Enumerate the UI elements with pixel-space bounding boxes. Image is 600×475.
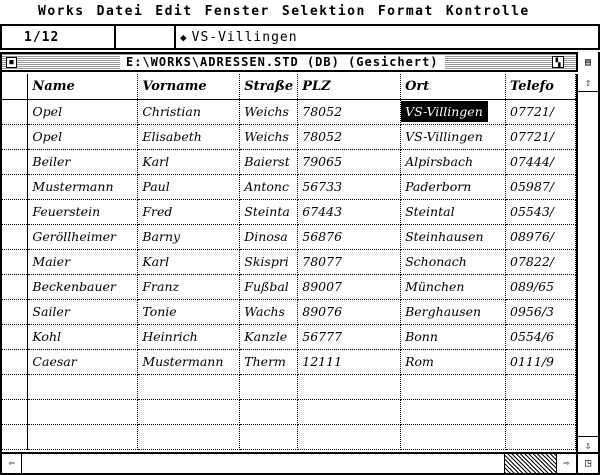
row-marker[interactable] xyxy=(2,274,28,299)
table-cell[interactable] xyxy=(298,199,401,224)
vertical-scroll-track[interactable] xyxy=(578,93,598,434)
table-cell[interactable] xyxy=(28,174,138,199)
table-cell[interactable] xyxy=(28,274,138,299)
menu-selektion[interactable]: Selektion xyxy=(281,3,366,19)
cell-text: Skispri xyxy=(244,254,289,269)
window-title-bar[interactable] xyxy=(2,54,598,72)
row-marker[interactable] xyxy=(2,424,28,449)
cell-text: Heinrich xyxy=(142,329,198,344)
table-row[interactable] xyxy=(2,299,576,324)
cell-text: 089/65 xyxy=(510,279,554,294)
close-box-icon[interactable]: ■ xyxy=(6,57,17,68)
cell-text: Elisabeth xyxy=(142,129,202,144)
cell-text: Opel xyxy=(32,129,63,144)
table-cell[interactable] xyxy=(240,424,298,449)
menu-datei[interactable]: Datei xyxy=(96,3,144,19)
menu-edit[interactable]: Edit xyxy=(155,3,193,19)
entry-marker-icon: ◆ xyxy=(180,30,188,44)
table-cell[interactable] xyxy=(28,224,138,249)
table-cell[interactable] xyxy=(298,174,401,199)
cell-text: 89007 xyxy=(302,279,343,294)
table-cell[interactable] xyxy=(298,224,401,249)
table-cell[interactable] xyxy=(506,424,576,449)
table-cell[interactable] xyxy=(298,374,401,399)
table-cell[interactable] xyxy=(28,249,138,274)
table-cell[interactable] xyxy=(401,99,506,124)
cell-text: 78052 xyxy=(302,129,343,144)
cell-text: Kohl xyxy=(32,329,61,344)
table-cell[interactable] xyxy=(28,124,138,149)
row-marker[interactable] xyxy=(2,99,28,124)
table-cell[interactable] xyxy=(506,149,576,174)
table-cell[interactable] xyxy=(298,124,401,149)
table-cell[interactable] xyxy=(401,124,506,149)
cell-text: 07444/ xyxy=(510,154,554,169)
row-marker[interactable] xyxy=(2,349,28,374)
horizontal-scrollbar[interactable] xyxy=(2,452,598,473)
cell-text: Geröllheimer xyxy=(32,229,116,244)
size-box-icon[interactable]: ◳ xyxy=(576,454,598,473)
table-cell[interactable] xyxy=(401,324,506,349)
cell-text: 12111 xyxy=(302,354,343,369)
column-header[interactable]: Ort xyxy=(401,74,506,99)
cell-text: Steinhausen xyxy=(405,229,484,244)
table-row[interactable] xyxy=(2,324,576,349)
cell-text: 07721/ xyxy=(510,129,554,144)
table-cell[interactable] xyxy=(138,249,240,274)
cell-text: 56777 xyxy=(302,329,343,344)
table-cell[interactable] xyxy=(401,349,506,374)
cell-reference: 1/12 xyxy=(2,26,116,48)
table-cell[interactable] xyxy=(401,249,506,274)
cell-text: Maier xyxy=(32,254,71,269)
cell-text: Wachs xyxy=(244,304,285,319)
table-cell[interactable] xyxy=(506,399,576,424)
cell-text: Rom xyxy=(405,354,434,369)
table-cell[interactable] xyxy=(28,149,138,174)
arrow-right-icon[interactable]: ⇨ xyxy=(556,454,576,473)
cell-text: Dinosa xyxy=(244,229,288,244)
records-table xyxy=(2,74,576,450)
table-cell[interactable] xyxy=(28,299,138,324)
row-marker[interactable] xyxy=(2,224,28,249)
cell-text: Paul xyxy=(142,179,170,194)
cell-text: VS-Villingen xyxy=(405,129,483,144)
table-cell[interactable] xyxy=(401,174,506,199)
split-window-icon[interactable]: ▤ xyxy=(576,52,598,72)
cell-text: 56876 xyxy=(302,229,343,244)
cell-text: Bonn xyxy=(405,329,438,344)
table-cell[interactable] xyxy=(28,199,138,224)
arrow-down-icon[interactable]: ⇩ xyxy=(578,436,598,454)
cell-text: 79065 xyxy=(302,154,343,169)
cell-text: 08976/ xyxy=(510,229,554,244)
table-cell[interactable] xyxy=(506,374,576,399)
header-row xyxy=(2,74,576,99)
horizontal-scroll-thumb[interactable] xyxy=(504,454,556,473)
table-cell[interactable] xyxy=(28,374,138,399)
cell-text: Steinta xyxy=(244,204,290,219)
table-cell[interactable] xyxy=(138,124,240,149)
table-cell[interactable] xyxy=(138,224,240,249)
data-grid xyxy=(2,74,576,454)
table-cell[interactable] xyxy=(240,274,298,299)
table-cell[interactable] xyxy=(138,174,240,199)
entry-spacer xyxy=(116,26,176,48)
table-cell[interactable] xyxy=(240,224,298,249)
cell-text: Fußbal xyxy=(244,279,289,294)
cell-text: 78052 xyxy=(302,104,343,119)
column-header[interactable]: Name xyxy=(28,74,138,99)
table-row[interactable] xyxy=(2,424,576,449)
column-header[interactable]: Telefo xyxy=(506,74,576,99)
table-row[interactable] xyxy=(2,349,576,374)
row-marker[interactable] xyxy=(2,249,28,274)
table-row[interactable] xyxy=(2,374,576,399)
database-window xyxy=(0,52,600,475)
table-cell[interactable] xyxy=(240,249,298,274)
cell-text: 07721/ xyxy=(510,104,554,119)
table-cell[interactable] xyxy=(506,199,576,224)
row-marker[interactable] xyxy=(2,399,28,424)
table-cell[interactable] xyxy=(240,174,298,199)
arrow-left-icon[interactable]: ⇦ xyxy=(2,454,22,473)
table-row[interactable] xyxy=(2,199,576,224)
cell-text: VS-Villingen xyxy=(402,103,486,120)
cell-text: Therm xyxy=(244,354,286,369)
cell-text: Mustermann xyxy=(32,179,114,194)
table-cell[interactable] xyxy=(298,149,401,174)
table-cell[interactable] xyxy=(298,249,401,274)
table-cell[interactable] xyxy=(401,399,506,424)
table-row[interactable] xyxy=(2,274,576,299)
cell-text: 67443 xyxy=(302,204,343,219)
table-row[interactable] xyxy=(2,224,576,249)
table-cell[interactable] xyxy=(240,324,298,349)
table-cell[interactable] xyxy=(138,374,240,399)
cell-text: Opel xyxy=(32,104,63,119)
table-cell[interactable] xyxy=(401,199,506,224)
table-cell[interactable] xyxy=(401,224,506,249)
table-row[interactable] xyxy=(2,249,576,274)
menu-works[interactable]: Works xyxy=(38,3,85,19)
table-cell[interactable] xyxy=(28,424,138,449)
table-cell[interactable] xyxy=(240,349,298,374)
cell-text: 0554/6 xyxy=(510,329,554,344)
column-header[interactable]: Straße xyxy=(240,74,298,99)
cell-text: 56733 xyxy=(302,179,343,194)
table-cell[interactable] xyxy=(298,99,401,124)
cell-text: Weichs xyxy=(244,104,289,119)
cell-text: Steintal xyxy=(405,204,455,219)
table-cell[interactable] xyxy=(28,99,138,124)
vertical-scrollbar[interactable] xyxy=(576,74,598,454)
cell-text: Baierst xyxy=(244,154,290,169)
table-cell[interactable] xyxy=(401,149,506,174)
cell-text: Beckenbauer xyxy=(32,279,116,294)
cell-text: Weichs xyxy=(244,129,289,144)
menu-format[interactable]: Format xyxy=(377,3,434,19)
table-cell[interactable] xyxy=(28,399,138,424)
cell-text: Karl xyxy=(142,254,170,269)
table-row[interactable] xyxy=(2,174,576,199)
horizontal-scroll-track[interactable] xyxy=(22,454,556,473)
table-cell[interactable] xyxy=(506,99,576,124)
cell-text: Christian xyxy=(142,104,201,119)
table-cell[interactable] xyxy=(138,299,240,324)
menu-kontrolle[interactable]: Kontrolle xyxy=(445,3,530,19)
table-cell[interactable] xyxy=(506,224,576,249)
table-cell[interactable] xyxy=(240,199,298,224)
entry-value: VS-Villingen xyxy=(191,29,298,45)
table-cell[interactable] xyxy=(506,174,576,199)
cell-text: Barny xyxy=(142,229,181,244)
table-cell[interactable] xyxy=(28,324,138,349)
cell-text: Feuerstein xyxy=(32,204,101,219)
table-cell[interactable] xyxy=(506,299,576,324)
cell-text: Caesar xyxy=(32,354,77,369)
table-cell[interactable] xyxy=(298,324,401,349)
row-marker[interactable] xyxy=(2,374,28,399)
table-row[interactable] xyxy=(2,149,576,174)
cell-text: 89076 xyxy=(302,304,343,319)
cell-text: Schonach xyxy=(405,254,467,269)
table-cell[interactable] xyxy=(240,99,298,124)
cell-text: Karl xyxy=(142,154,170,169)
table-cell[interactable] xyxy=(240,399,298,424)
table-cell[interactable] xyxy=(138,274,240,299)
arrow-up-icon[interactable]: ⇧ xyxy=(578,74,598,92)
table-cell[interactable] xyxy=(506,324,576,349)
table-cell[interactable] xyxy=(298,274,401,299)
table-cell[interactable] xyxy=(506,124,576,149)
full-size-icon[interactable]: ▚ xyxy=(552,56,564,68)
table-row[interactable] xyxy=(2,399,576,424)
cell-text: Tonie xyxy=(142,304,177,319)
cell-text: Fred xyxy=(142,204,173,219)
cell-text: Mustermann xyxy=(142,354,224,369)
cell-text: 0111/9 xyxy=(510,354,554,369)
cell-text: München xyxy=(405,279,465,294)
menu-fenster[interactable]: Fenster xyxy=(204,3,270,19)
table-cell[interactable] xyxy=(240,374,298,399)
table-cell[interactable] xyxy=(240,149,298,174)
table-cell[interactable] xyxy=(298,424,401,449)
table-cell[interactable] xyxy=(138,399,240,424)
table-cell[interactable] xyxy=(240,299,298,324)
window-title: E:\WORKS\ADRESSEN.STD (DB) (Gesichert) xyxy=(120,55,445,69)
table-row[interactable] xyxy=(2,124,576,149)
table-cell[interactable] xyxy=(298,349,401,374)
table-cell[interactable] xyxy=(401,299,506,324)
table-cell[interactable] xyxy=(138,424,240,449)
row-marker[interactable] xyxy=(2,149,28,174)
table-cell[interactable] xyxy=(506,274,576,299)
entry-bar xyxy=(0,24,600,50)
table-cell[interactable] xyxy=(298,399,401,424)
cell-text: Alpirsbach xyxy=(405,154,473,169)
cell-text: 05987/ xyxy=(510,179,554,194)
column-header[interactable]: Vorname xyxy=(138,74,240,99)
row-marker[interactable] xyxy=(2,299,28,324)
table-cell[interactable] xyxy=(138,199,240,224)
cell-text: Kanzle xyxy=(244,329,288,344)
table-cell[interactable] xyxy=(138,349,240,374)
table-cell[interactable] xyxy=(138,324,240,349)
row-marker[interactable] xyxy=(2,324,28,349)
table-cell[interactable] xyxy=(138,149,240,174)
cell-text: Paderborn xyxy=(405,179,472,194)
cell-text: Franz xyxy=(142,279,180,294)
table-cell[interactable] xyxy=(506,349,576,374)
row-marker[interactable] xyxy=(2,174,28,199)
table-cell[interactable] xyxy=(401,424,506,449)
cell-text: Antonc xyxy=(244,179,289,194)
entry-field[interactable] xyxy=(176,26,598,48)
cell-text: 78077 xyxy=(302,254,343,269)
cell-text: 07822/ xyxy=(510,254,554,269)
column-header[interactable]: PLZ xyxy=(298,74,401,99)
cell-text: Sailer xyxy=(32,304,70,319)
table-row[interactable] xyxy=(2,99,576,124)
row-marker[interactable] xyxy=(2,124,28,149)
row-marker[interactable] xyxy=(2,199,28,224)
menu-bar xyxy=(0,0,600,22)
table-cell[interactable] xyxy=(28,349,138,374)
table-cell[interactable] xyxy=(401,374,506,399)
table-cell[interactable] xyxy=(138,99,240,124)
cell-text: Beiler xyxy=(32,154,71,169)
cell-text: 0956/3 xyxy=(510,304,554,319)
cell-text: 05543/ xyxy=(510,204,554,219)
cell-text: Berghausen xyxy=(405,304,482,319)
table-cell[interactable] xyxy=(401,274,506,299)
row-marker xyxy=(2,74,28,99)
table-cell[interactable] xyxy=(506,249,576,274)
table-cell[interactable] xyxy=(298,299,401,324)
table-cell[interactable] xyxy=(240,124,298,149)
